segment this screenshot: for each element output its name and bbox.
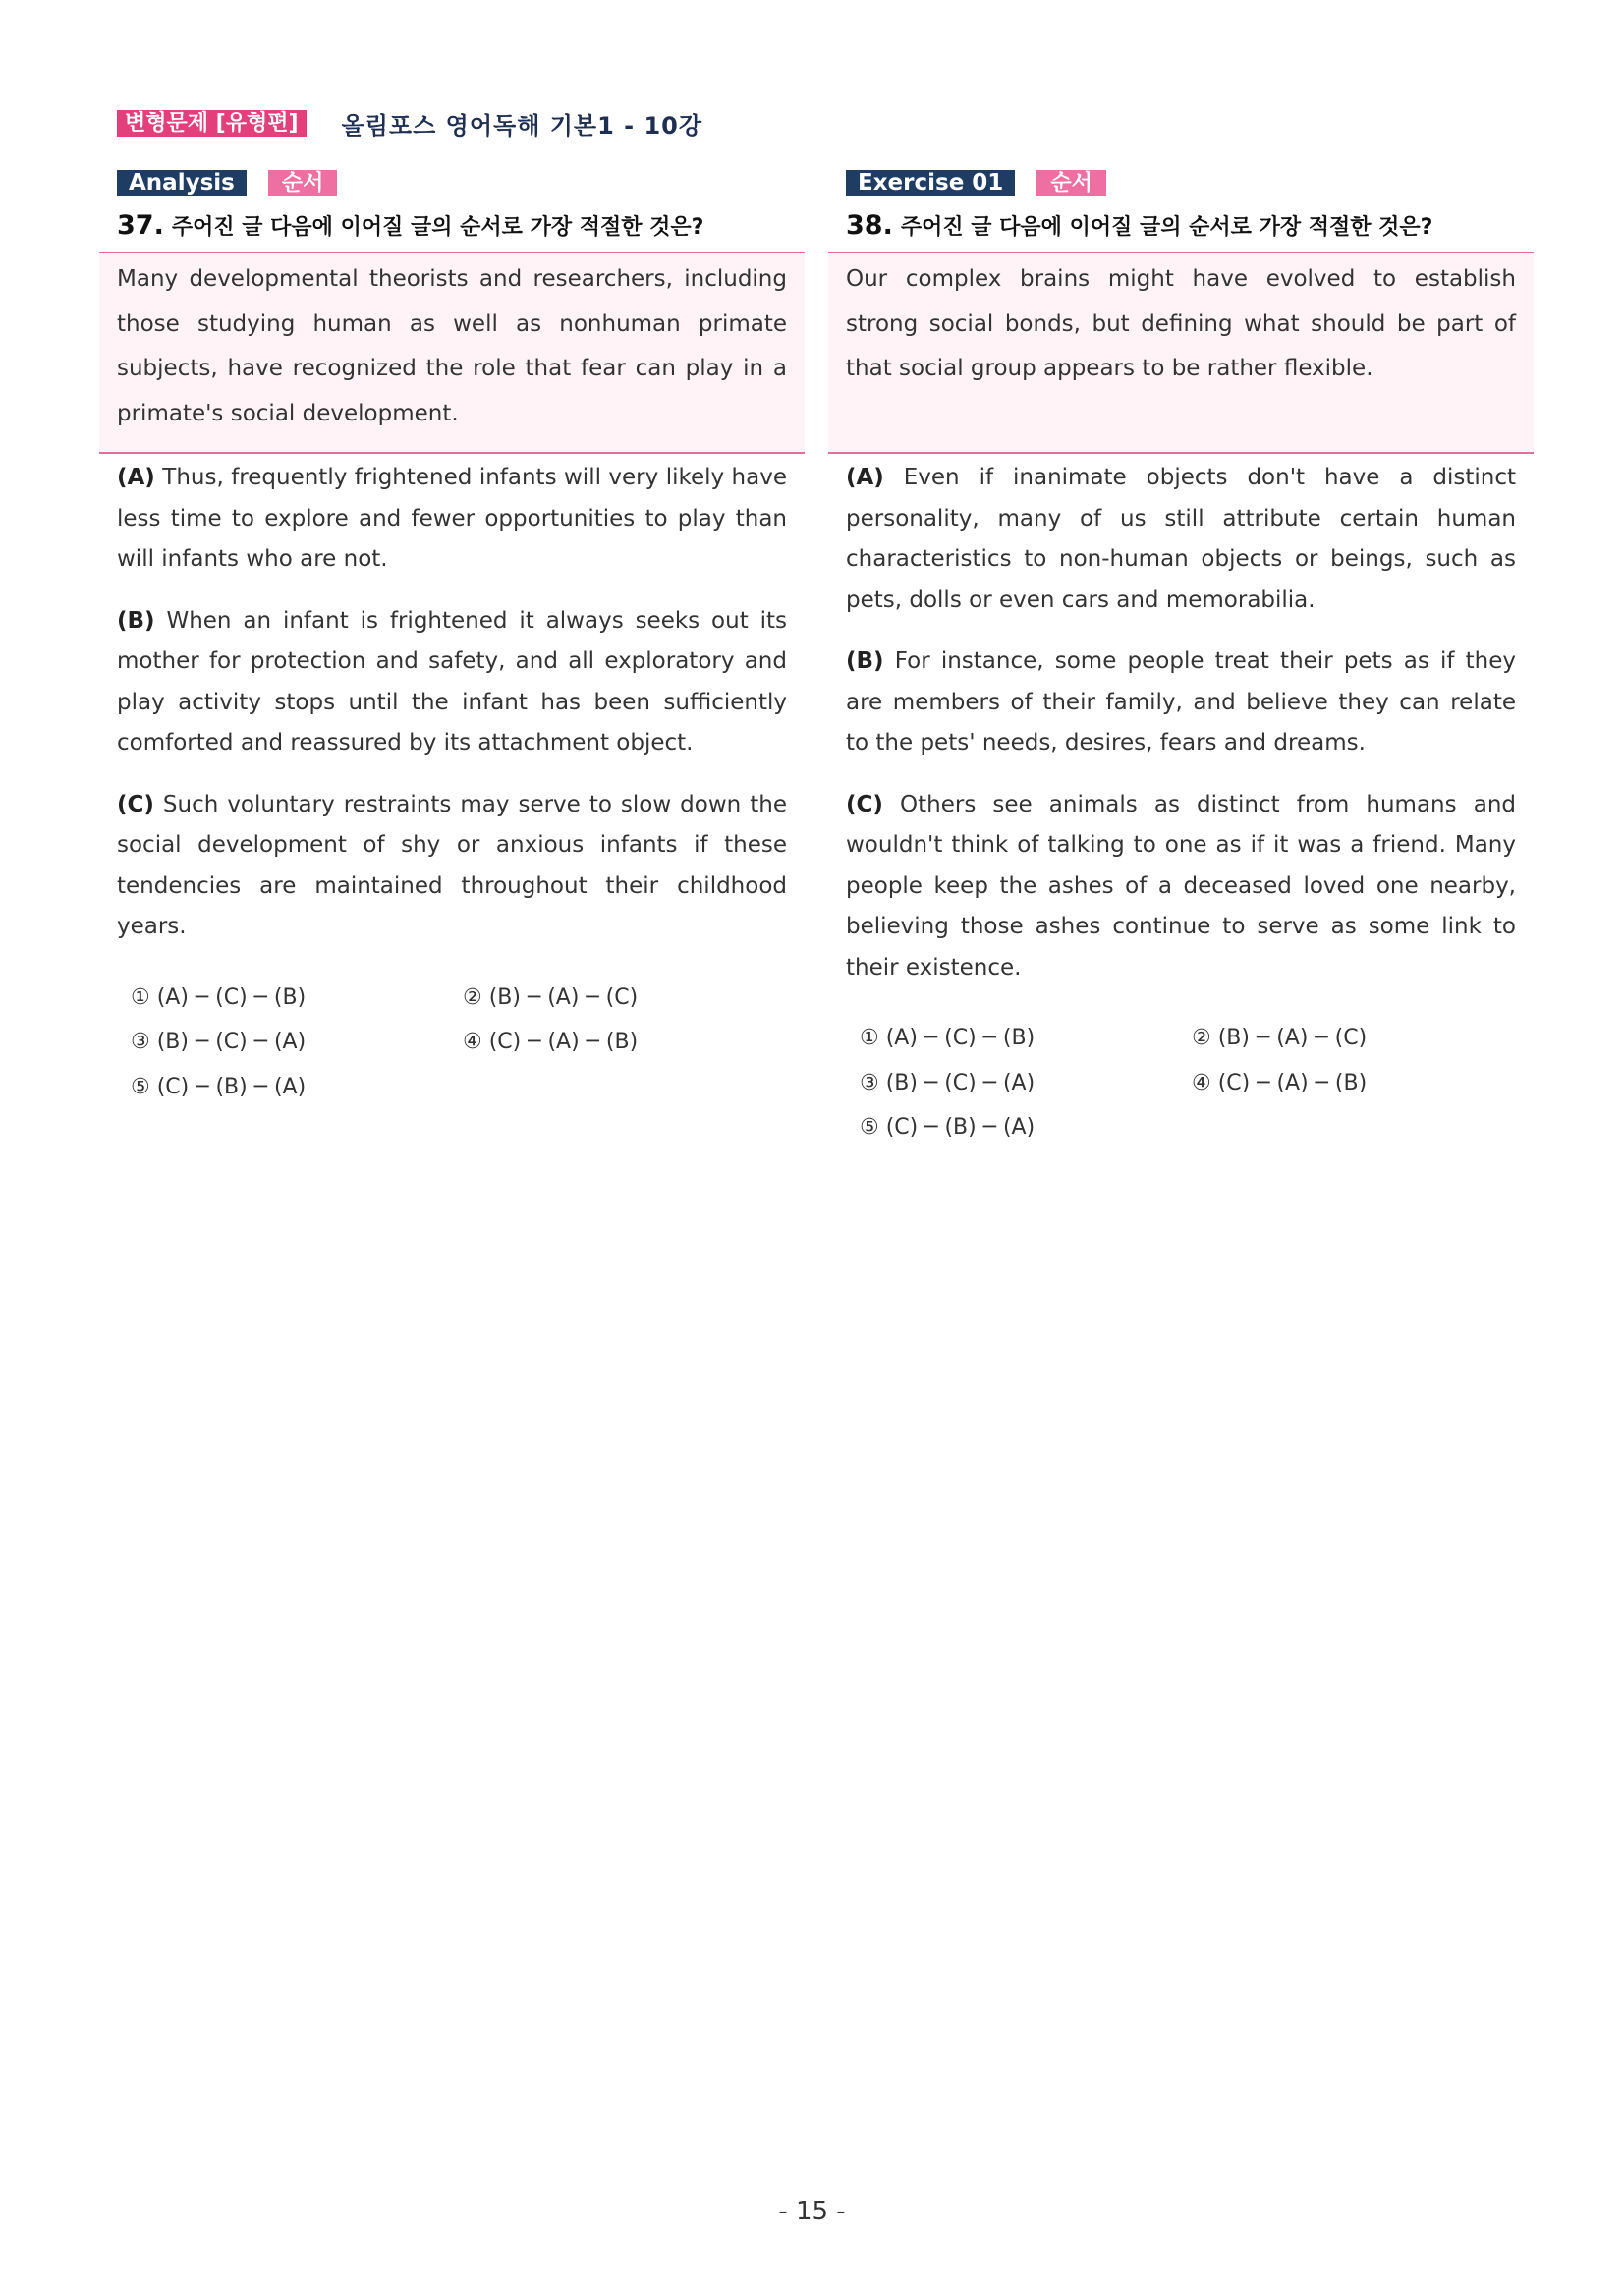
page-number: - 15 - bbox=[778, 2197, 846, 2226]
series-badge: 변형문제 [유형편] bbox=[117, 110, 307, 137]
option-3[interactable]: ③ (B) ─ (C) ─ (A) bbox=[860, 1070, 1036, 1095]
option-4[interactable]: ④ (C) ─ (A) ─ (B) bbox=[463, 1030, 639, 1054]
paragraph-b: (B) For instance, some people treat their pets as if they are members of their family, and believe they can relate to the pets' needs, desires, fears and dreams. bbox=[846, 648, 1516, 756]
paragraph-a: (A) Thus, frequently frightened infants will very likely have less time to explore and fewer opportunities to play than will infants who are not. bbox=[117, 465, 787, 572]
question-labels bbox=[846, 170, 1534, 196]
given-passage: Many developmental theorists and researchers, including those studying human as well as nonhuman primate subjects, have recognized the role that fear can play in a primate's social development. bbox=[99, 252, 805, 454]
answer-options bbox=[860, 1016, 1534, 1150]
option-2[interactable]: ② (B) ─ (A) ─ (C) bbox=[1192, 1026, 1368, 1050]
section-label: Analysis bbox=[117, 170, 247, 196]
type-label: 순서 bbox=[1036, 170, 1106, 196]
question-text: 주어진 글 다음에 이어질 글의 순서로 가장 적절한 것은? bbox=[900, 215, 1433, 240]
option-1[interactable]: ① (A) ─ (C) ─ (B) bbox=[860, 1026, 1036, 1050]
option-5[interactable]: ⑤ (C) ─ (B) ─ (A) bbox=[131, 1074, 307, 1099]
option-3[interactable]: ③ (B) ─ (C) ─ (A) bbox=[131, 1030, 307, 1054]
question-number: 37. bbox=[117, 210, 164, 241]
option-4[interactable]: ④ (C) ─ (A) ─ (B) bbox=[1192, 1070, 1368, 1095]
paragraph-b: (B) When an infant is frightened it always seeks out its mother for protection and safety, and all exploratory and play activity stops until the infant has been sufficiently comforted and reassured by its attachment object. bbox=[117, 607, 787, 756]
question-38-column bbox=[828, 170, 1534, 1150]
option-5[interactable]: ⑤ (C) ─ (B) ─ (A) bbox=[860, 1115, 1036, 1140]
question-number: 38. bbox=[846, 210, 893, 241]
question-text: 주어진 글 다음에 이어질 글의 순서로 가장 적절한 것은? bbox=[171, 215, 704, 240]
given-passage: Our complex brains might have evolved to establish strong social bonds, but defining what should be part of that social group appears to be rather flexible. bbox=[828, 252, 1534, 454]
section-label: Exercise 01 bbox=[846, 170, 1015, 196]
paragraph-c: (C) Others see animals as distinct from humans and wouldn't think of talking to one as if it was a friend. Many people keep the ashes of a deceased loved one nearby, believing those ashes continue to serve as some link to their existence. bbox=[846, 791, 1516, 980]
paragraph-a: (A) Even if inanimate objects don't have a distinct personality, many of us still attribute certain human characteristics to non-human objects or beings, such as pets, dolls or even cars and memorabilia. bbox=[846, 465, 1516, 613]
type-label: 순서 bbox=[268, 170, 338, 196]
option-2[interactable]: ② (B) ─ (A) ─ (C) bbox=[463, 984, 639, 1010]
question-37-column bbox=[99, 170, 805, 1109]
book-title: 올림포스 영어독해 기본1 - 10강 bbox=[341, 112, 703, 140]
paragraph-list bbox=[828, 454, 1534, 988]
paragraph-c: (C) Such voluntary restraints may serve to slow down the social development of shy or anxious infants if these tendencies are maintained throughout their childhood years. bbox=[117, 791, 787, 939]
question-prompt bbox=[846, 208, 1534, 244]
answer-options bbox=[131, 976, 805, 1110]
paragraph-list bbox=[99, 454, 805, 948]
question-labels bbox=[117, 170, 805, 196]
page-header bbox=[117, 106, 702, 140]
question-prompt bbox=[117, 208, 805, 244]
option-1[interactable]: ① (A) ─ (C) ─ (B) bbox=[131, 984, 307, 1010]
